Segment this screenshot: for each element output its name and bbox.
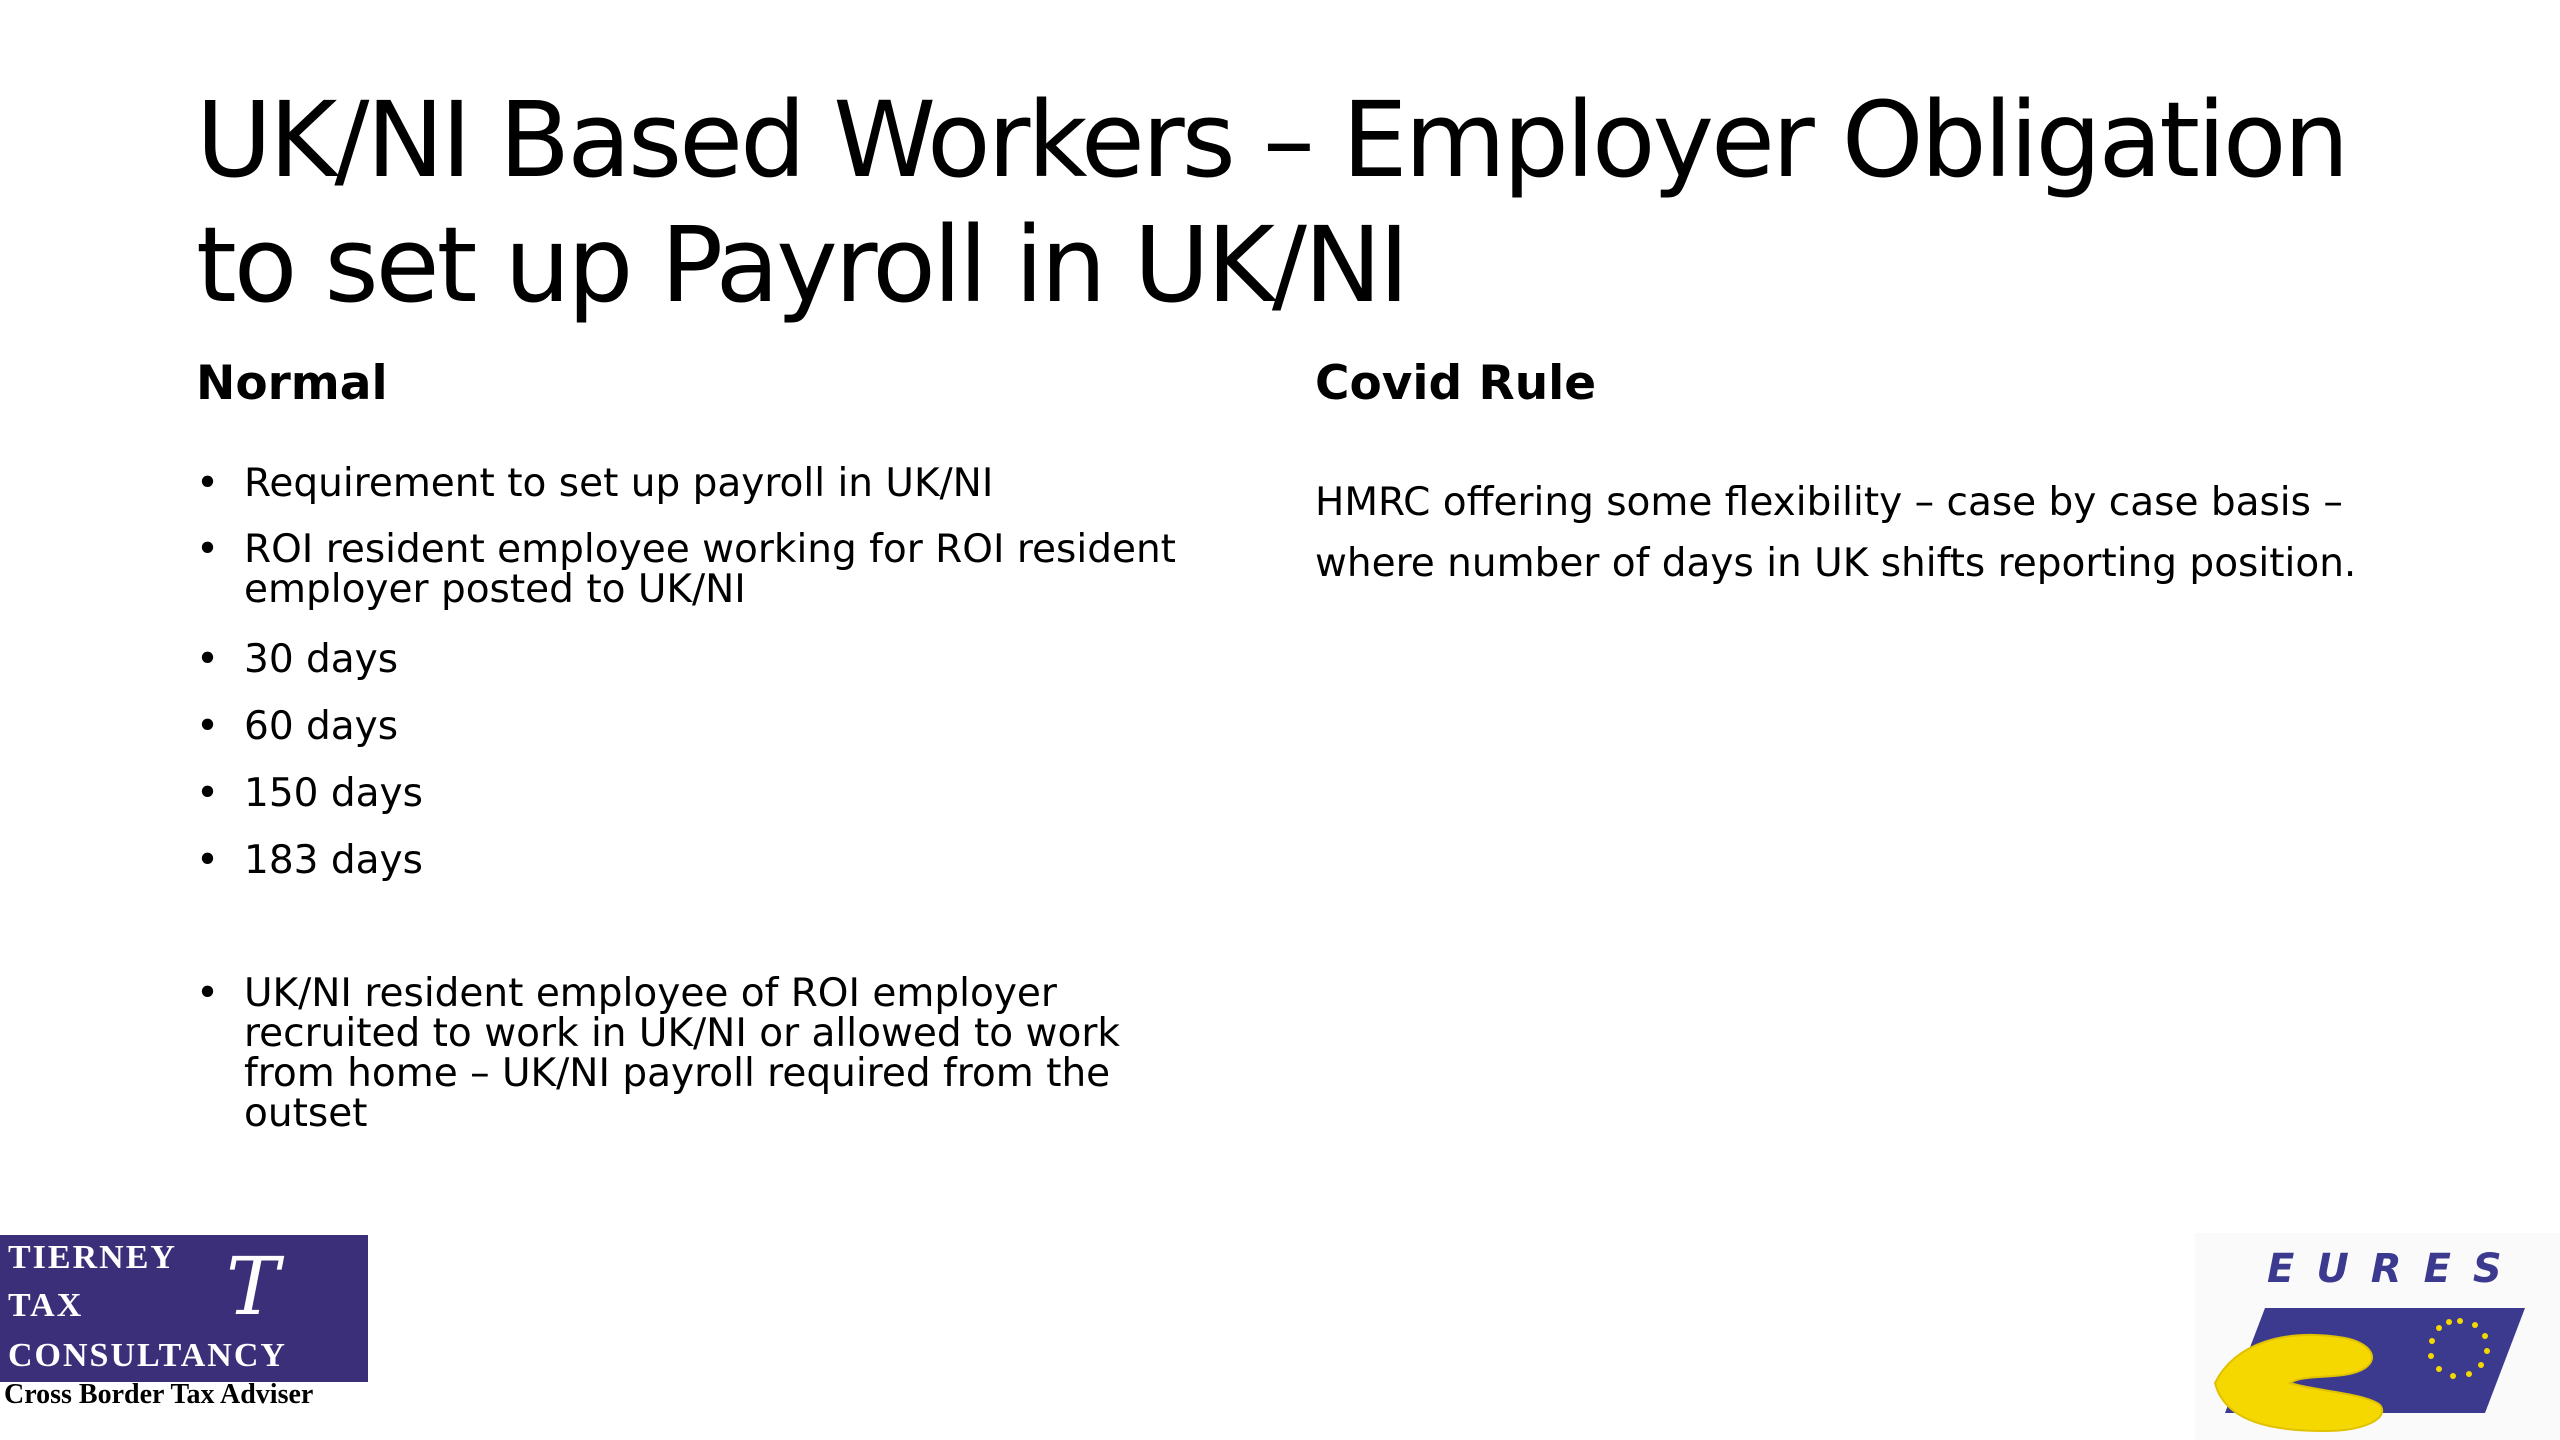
bullet-text: UK/NI resident employee of ROI employer recruited to work in UK/NI or allowed to work from home – UK/NI payroll required from the outset [244,971,1120,1136]
covid-rule-heading: Covid Rule [1315,356,1597,411]
tierney-logo-line-2: TAX [8,1287,84,1324]
bullet-dot: • [196,971,220,1016]
bullet-item [196,637,1256,682]
bullet-item [196,461,1256,506]
eures-wordmark: EURES [2267,1246,2524,1292]
bullet-item [196,838,1256,883]
tierney-logo-box [0,1235,368,1382]
bullet-dot: • [196,461,220,506]
bullet-text: 30 days [244,637,399,682]
eures-hands-icon [2195,1233,2560,1440]
bullet-text: 60 days [244,704,399,749]
bullet-item [196,971,1196,1136]
bullet-item [196,771,1256,816]
bullet-dot: • [196,704,220,749]
bullet-text: 183 days [244,838,423,883]
eures-logo [2195,1233,2560,1440]
slide-title: UK/NI Based Workers – Employer Obligation to set up Payroll in UK/NI [196,79,2347,326]
normal-heading: Normal [196,356,388,411]
bullet-text: Requirement to set up payroll in UK/NI [244,461,994,506]
bullet-text: 150 days [244,771,423,816]
tierney-monogram-icon: T [226,1240,280,1333]
bullet-text: ROI resident employee working for ROI resident employer posted to UK/NI [244,527,1176,612]
tierney-tax-consultancy-logo [0,1235,368,1385]
tierney-logo-line-3: CONSULTANCY [8,1337,287,1374]
bullet-dot: • [196,637,220,682]
bullet-dot: • [196,771,220,816]
tierney-logo-line-1: TIERNEY [8,1239,177,1276]
bullet-dot: • [196,527,220,572]
bullet-dot: • [196,838,220,883]
covid-rule-text: HMRC offering some flexibility – case by case basis – where number of days in UK shifts reporting position. [1315,480,2357,586]
tierney-tagline: Cross Border Tax Adviser [4,1379,314,1410]
bullet-item [196,527,1256,612]
bullet-item [196,704,1256,749]
